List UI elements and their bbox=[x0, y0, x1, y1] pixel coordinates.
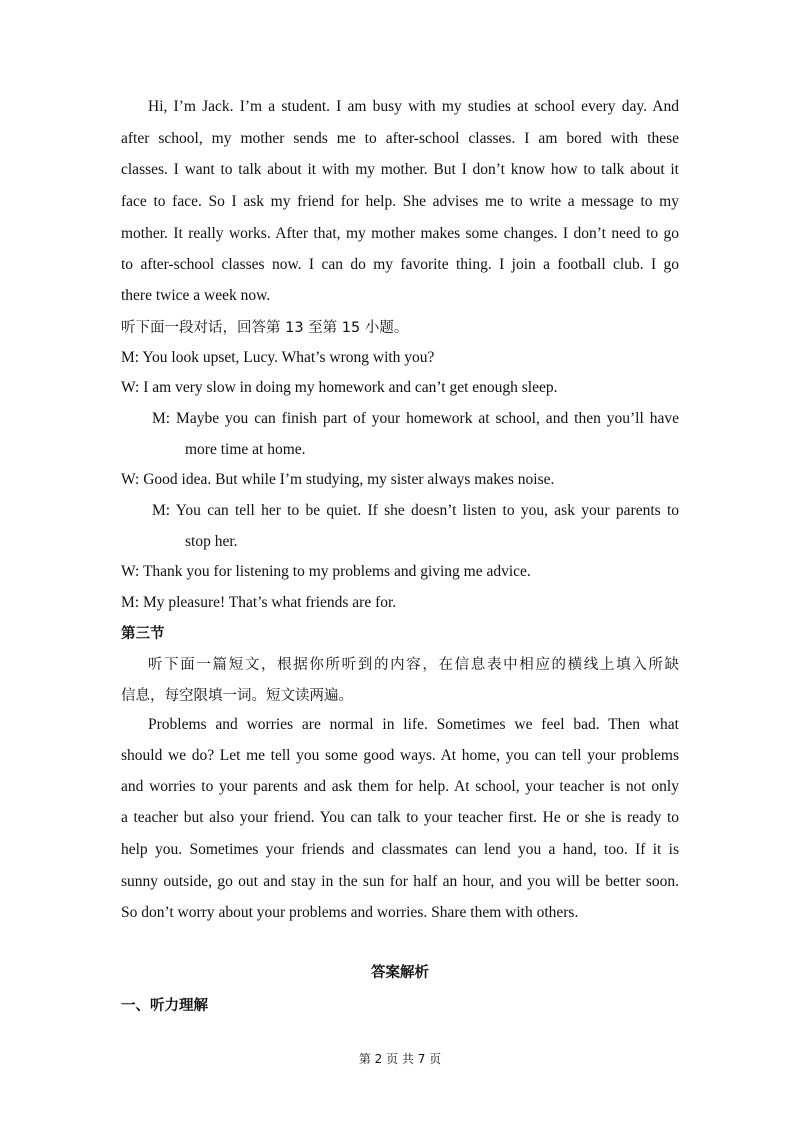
passage1-line: face to face. So I ask my friend for help. She advises me to write a message to my bbox=[121, 193, 679, 210]
answer-title: 答案解析 bbox=[371, 965, 429, 981]
section3-instruction: 信息，每空限填一词。短文读两遍。 bbox=[121, 688, 353, 704]
dialogue-line: M: You look upset, Lucy. What’s wrong with you? bbox=[121, 349, 435, 366]
passage2-line: a teacher but also your friend. You can talk to your teacher first. He or she is ready to bbox=[121, 809, 679, 826]
passage1-line: to after-school classes now. I can do my favorite thing. I join a football club. I go bbox=[121, 256, 679, 273]
passage2-line: Problems and worries are normal in life. Sometimes we feel bad. Then what bbox=[148, 716, 679, 733]
passage1-line: after school, my mother sends me to after-school classes. I am bored with these bbox=[121, 130, 679, 147]
section3-instruction: 听下面一篇短文，根据你所听到的内容，在信息表中相应的横线上填入所缺 bbox=[148, 657, 679, 673]
passage1-line: mother. It really works. After that, my mother makes some changes. I don’t need to go bbox=[121, 225, 679, 242]
page-footer: 第 2 页 共 7 页 bbox=[358, 1052, 442, 1066]
dialogue-line: more time at home. bbox=[185, 441, 306, 458]
dialogue-line: stop her. bbox=[185, 533, 238, 550]
section3-title: 第三节 bbox=[121, 626, 165, 642]
dialogue-line: M: You can tell her to be quiet. If she doesn’t listen to you, ask your parents to bbox=[152, 502, 679, 519]
passage1-line: Hi, I’m Jack. I’m a student. I am busy with my studies at school every day. And bbox=[148, 98, 679, 115]
passage2-line: should we do? Let me tell you some good ways. At home, you can tell your problems bbox=[121, 747, 679, 764]
dialogue-line: W: I am very slow in doing my homework and can’t get enough sleep. bbox=[121, 379, 558, 396]
dialogue-line: W: Good idea. But while I’m studying, my sister always makes noise. bbox=[121, 471, 555, 488]
passage2-line: and worries to your parents and ask them for help. At school, your teacher is not only bbox=[121, 778, 679, 795]
dialogue-instruction: 听下面一段对话，回答第 13 至第 15 小题。 bbox=[121, 320, 409, 336]
passage1-line: there twice a week now. bbox=[121, 287, 271, 304]
passage2-line: So don’t worry about your problems and worries. Share them with others. bbox=[121, 904, 579, 921]
dialogue-line: W: Thank you for listening to my problems and giving me advice. bbox=[121, 563, 531, 580]
passage2-line: help you. Sometimes your friends and classmates can lend you a hand, too. If it is bbox=[121, 841, 679, 858]
dialogue-line: M: My pleasure! That’s what friends are for. bbox=[121, 594, 397, 611]
passage2-line: sunny outside, go out and stay in the sun for half an hour, and you will be better soon. bbox=[121, 873, 679, 890]
answer-section-heading: 一、听力理解 bbox=[121, 998, 208, 1014]
dialogue-line: M: Maybe you can finish part of your homework at school, and then you’ll have bbox=[152, 410, 679, 427]
passage1-line: classes. I want to talk about it with my mother. But I don’t know how to talk about it bbox=[121, 161, 679, 178]
